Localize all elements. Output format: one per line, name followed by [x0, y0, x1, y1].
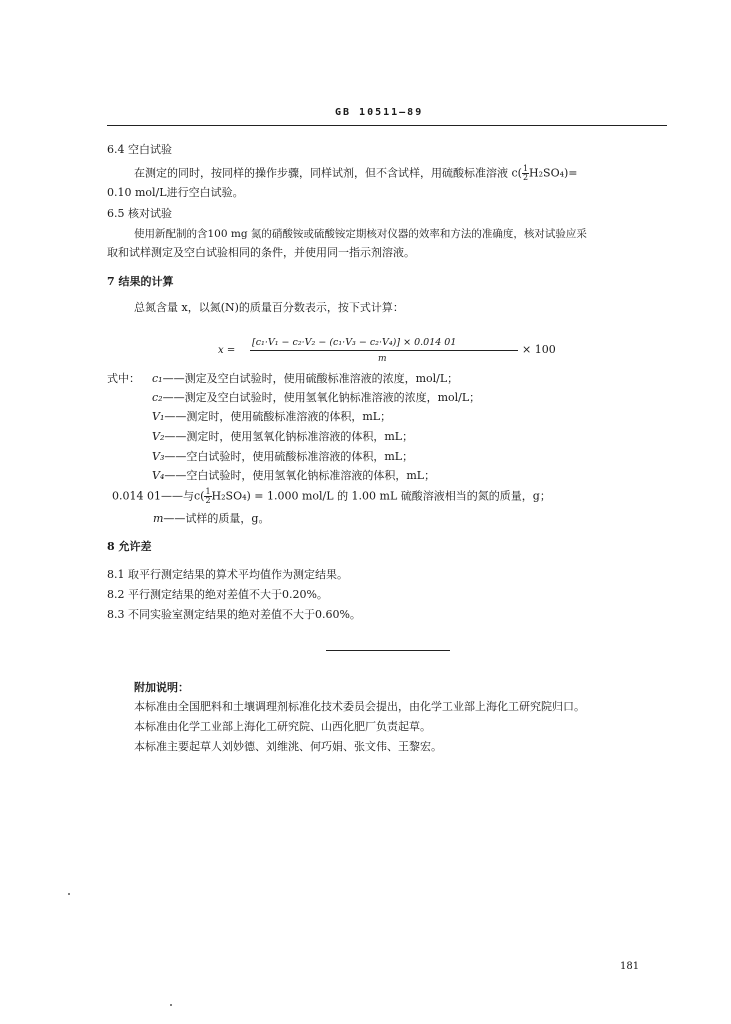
section-6-4-line-1: 在测定的同时，按同样的操作步骤，同样试剂，但不含试样，用硫酸标准溶液 c( $\frac{1}{2}$ H₂SO₄)= — [134, 164, 578, 182]
variable-symbol: V₂—— — [152, 430, 187, 443]
equation-lhs: x = — [218, 345, 236, 356]
variable-description: 测定及空白试验时，使用硫酸标准溶液的浓度，mol/L； — [184, 372, 459, 385]
equation-denominator: m — [378, 354, 387, 364]
section-8-heading: 8 允许差 — [107, 540, 152, 553]
header-rule — [107, 125, 667, 126]
equation-numerator: [c₁·V₁ − c₂·V₂ − (c₁·V₃ − c₂·V₄)] × 0.014 01 — [252, 337, 457, 348]
section-6-5-line-2: 取和试样测定及空白试验相同的条件，并使用同一指示剂溶液。 — [107, 246, 415, 259]
variable-definition — [152, 469, 435, 483]
variable-definition — [152, 430, 413, 444]
section-7-heading: 7 结果的计算 — [107, 275, 174, 288]
notes-title: 附加说明： — [134, 681, 189, 694]
variable-description: 空白试验时，使用氢氧化钠标准溶液的体积，mL； — [186, 469, 436, 482]
variable-m: m——试样的质量，g。 — [153, 512, 270, 525]
constant-definition: 0.014 01——与c( $\frac{1}{2}$ H₂SO₄) = 1.000 mol/L 的 1.00 mL 硫酸溶液相当的氮的质量，g； — [112, 487, 551, 505]
equation-multiplier: × 100 — [522, 343, 556, 356]
section-6-5-line-1: 使用新配制的含100 mg 氮的硝酸铵或硫酸铵定期核对仪器的效率和方法的准确度，核对试验应采 — [134, 228, 587, 240]
notes-line: 本标准主要起草人刘妙德、刘维洮、何巧娟、张文伟、王黎宏。 — [134, 740, 442, 753]
section-8-item: 8.3 不同实验室测定结果的绝对差值不大于0.60%。 — [107, 608, 361, 621]
variable-description: 空白试验时，使用硫酸标准溶液的体积，mL； — [186, 450, 414, 463]
variable-definition — [152, 391, 480, 405]
section-6-5-heading: 6.5 核对试验 — [107, 207, 172, 220]
variable-description: 测定时，使用氢氧化钠标准溶液的体积，mL； — [186, 430, 414, 443]
variable-definition — [152, 372, 458, 386]
variable-symbol: V₁—— — [152, 410, 187, 423]
end-divider — [326, 650, 450, 651]
section-6-4-line-2: 0.10 mol/L进行空白试验。 — [107, 186, 244, 199]
fraction-bar — [250, 350, 518, 351]
variable-description: 测定时，使用硫酸标准溶液的体积，mL； — [186, 410, 392, 423]
variable-symbol: c₁—— — [152, 372, 185, 385]
section-6-4-heading: 6.4 空白试验 — [107, 143, 172, 156]
variable-definition — [152, 450, 413, 464]
scan-speck — [68, 893, 70, 895]
page-number: 181 — [620, 961, 640, 972]
variable-definition — [152, 410, 391, 424]
variable-symbol: V₄—— — [152, 469, 187, 482]
scan-speck — [170, 1004, 172, 1006]
standard-number: GB 10511—89 — [335, 107, 424, 118]
variable-description: 测定及空白试验时，使用氢氧化钠标准溶液的浓度，mol/L； — [184, 391, 481, 404]
section-7-intro: 总氮含量 x，以氮(N)的质量百分数表示，按下式计算： — [134, 301, 404, 314]
variable-symbol: V₃—— — [152, 450, 187, 463]
notes-line: 本标准由全国肥料和土壤调理剂标准化技术委员会提出，由化学工业部上海化工研究院归口。 — [134, 700, 585, 713]
notes-line: 本标准由化学工业部上海化工研究院、山西化肥厂负责起草。 — [134, 720, 431, 733]
fraction-half: $\frac{1}{2}$ — [205, 487, 211, 505]
section-8-item: 8.1 取平行测定结果的算术平均值作为测定结果。 — [107, 568, 348, 581]
fraction-half: $\frac{1}{2}$ — [522, 164, 529, 182]
section-8-item: 8.2 平行测定结果的绝对差值不大于0.20%。 — [107, 588, 328, 601]
where-label: 式中： — [107, 372, 140, 385]
variable-symbol: c₂—— — [152, 391, 185, 404]
